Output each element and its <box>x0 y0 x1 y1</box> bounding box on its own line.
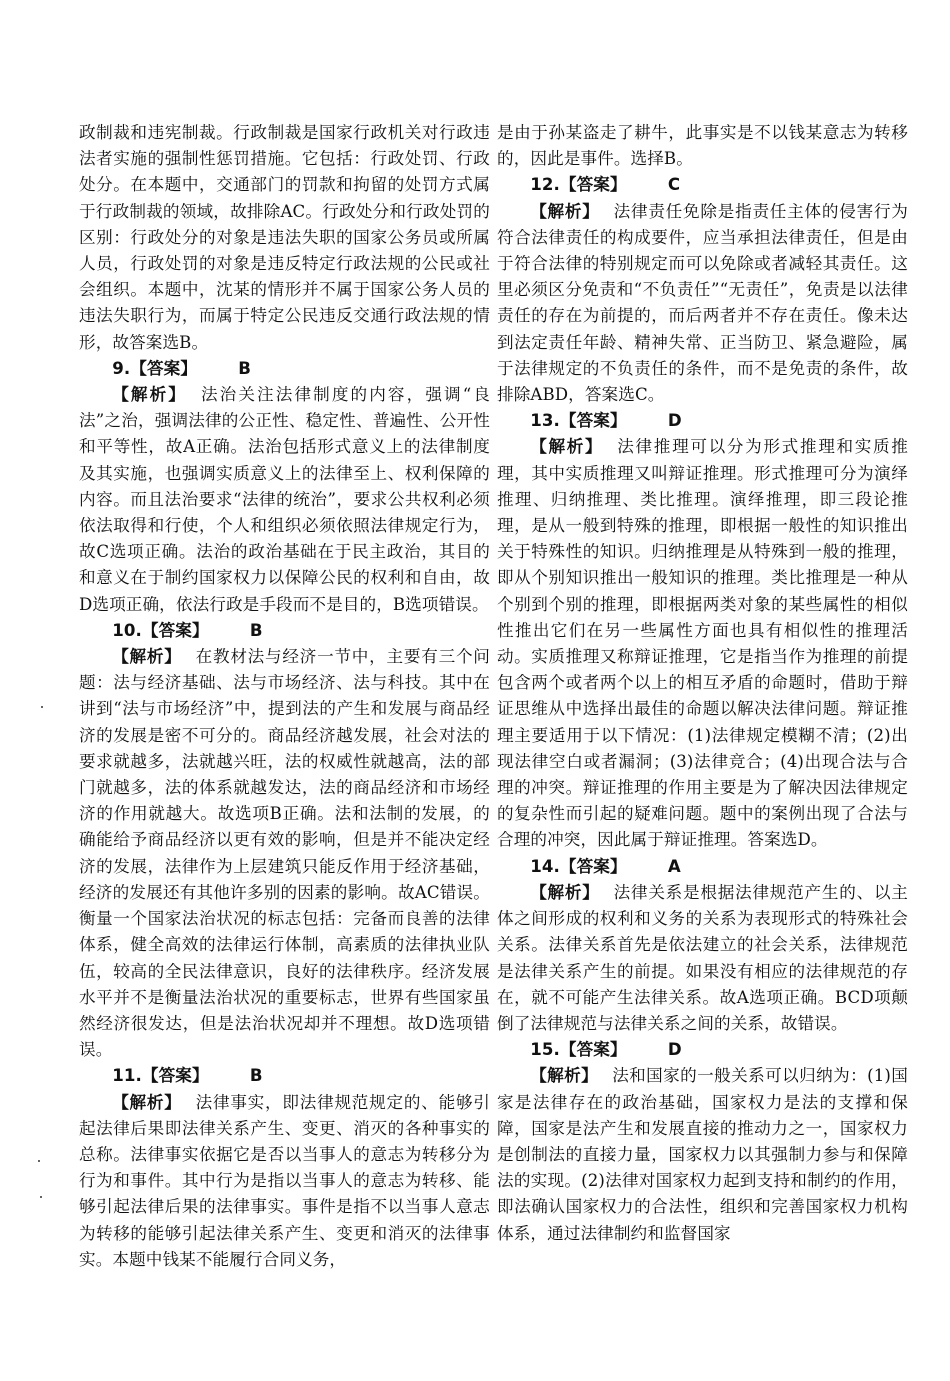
answer-value: B <box>249 1066 263 1086</box>
answer-value: C <box>667 175 681 195</box>
analysis-text: 法律推理可以分为形式推理和实质推理，其中实质推理又叫辩证推理。形式推理可分为演绎推理、归纳推理、类比推理。演绎推理，即三段论推理，是从一般到特殊的推理，即根据一般性的知识推出关于特殊性的知识。归纳推理是从特殊到一般的推理，即从个别知识推出一般知识的推理。类比推理是一种从个别到个别的推理，即根据两类对象的某些属性的相似性推出它们在另一些属性方面也具有相似性的推理活动。实质推理又称辩证推理，它是指当作为推理的前提包含两个或者两个以上的相互矛盾的命题时，借助于辩证思维从中选择出最佳的命题以解决法律问题。辩证推理主要适用于以下情况：(1)法律规定模糊不清；(2)出现法律空白或者漏洞；(3)法律竞合；(4)出现合法与合理的冲突。辩证推理的作用主要是为了解决因法律规定的复杂性而引起的疑难问题。题中的案例出现了合法与合理的冲突，因此属于辩证推理。答案选D。 <box>497 437 908 850</box>
analysis-tag: 【解析】 <box>530 201 600 221</box>
analysis-q14 <box>497 880 908 1037</box>
analysis-tag: 【解析】 <box>112 647 182 667</box>
answer-tag: 【答案】 <box>130 358 198 378</box>
answer-tag: 【答案】 <box>559 856 627 876</box>
question-number: 9. <box>112 358 131 378</box>
analysis-text: 法律关系是根据法律规范产生的、以主体之间形成的权利和义务的关系为表现形式的特殊社会关系。法律关系首先是依法建立的社会关系，法律规范是法律关系产生的前提。如果没有相应的法律规范的存在，就不可能产生法律关系。故A选项正确。BCD项颠倒了法律规范与法律关系之间的关系，故错误。 <box>497 882 908 1033</box>
analysis-q12 <box>497 199 908 409</box>
scan-speck <box>38 1160 40 1162</box>
question-number: 11. <box>112 1066 142 1086</box>
paragraph-continuation: 是由于孙某盗走了耕牛，此事实是不以钱某意志为转移的，因此是事件。选择B。 <box>497 123 908 169</box>
analysis-q9 <box>79 382 490 618</box>
analysis-q13 <box>497 434 908 853</box>
answer-tag: 【答案】 <box>559 175 627 195</box>
analysis-text: 在教材法与经济一节中，主要有三个问题：法与经济基础、法与市场经济、法与科技。其中在讲到“法与市场经济”中，提到法的产生和发展与商品经济的发展是密不可分的。商品经济越发展，社会对法的要求就越多，法就越兴旺，法的权威性就越高，法的部门就越多，法的体系就越发达，法的商品经济和市场经济的作用就越大。故选项B正确。法和法制的发展，的确能给予商品经济以更有效的影响，但是并不能决定经济的发展，法律作为上层建筑只能反作用于经济基础，经济的发展还有其他许多别的因素的影响。故AC错误。衡量一个国家法治状况的标志包括：完备而良善的法律体系，健全高效的法律运行体制，高素质的法律执业队伍，较高的全民法律意识，良好的法律秩序。经济发展水平并不是衡量法治状况的重要标志，世界有些国家虽然经济很发达，但是法治状况却并不理想。故D选项错误。 <box>79 647 490 1060</box>
analysis-text: 法律事实，即法律规范规定的、能够引起法律后果即法律关系产生、变更、消灭的各种事实的总称。法律事实依据它是否以当事人的意志为转移分为行为和事件。其中行为是指以当事人的意志为转移、能够引起法律后果的法律事实。事件是指不以当事人意志为转移的能够引起法律关系产生、变更和消灭的法律事实。本题中钱某不能履行合同义务， <box>79 1092 490 1269</box>
question-number: 10. <box>112 620 142 640</box>
analysis-tag: 【解析】 <box>530 1066 599 1086</box>
scan-speck <box>41 706 43 708</box>
question-number: 14. <box>530 856 560 876</box>
analysis-q15 <box>497 1063 908 1246</box>
paragraph-continuation: 政制裁和违宪制裁。行政制裁是国家行政机关对行政违法者实施的强制性惩罚措施。它包括：行政处罚、行政处分。在本题中，交通部门的罚款和拘留的处罚方式属于行政制裁的领域，故排除AC。行政处分和行政处罚的区别：行政处分的对象是违法失职的国家公务员或所属人员，行政处罚的对象是违反特定行政法规的公民或社会组织。本题中，沈某的情形并不属于国家公务人员的违法失职行为，而属于特定公民违反交通行政法规的情形，故答案选B。 <box>79 123 490 352</box>
scan-speck <box>40 1196 42 1198</box>
analysis-tag: 【解析】 <box>530 882 600 902</box>
answer-tag: 【答案】 <box>559 1040 627 1060</box>
analysis-text: 法和国家的一般关系可以归纳为：(1)国家是法律存在的政治基础，国家权力是法的支撑和保障，国家是法产生和发展直接的推动力之一，国家权力是创制法的直接力量，国家权力以其强制力参与和保障法的实现。(2)法律对国家权力起到支持和制约的作用，即法确认国家权力的合法性，组织和完善国家权力机构体系，通过法律制约和监督国家 <box>497 1066 908 1243</box>
analysis-tag: 【解析】 <box>112 1092 182 1112</box>
answer-value: B <box>249 620 263 640</box>
analysis-text: 法律责任免除是指责任主体的侵害行为符合法律责任的构成要件，应当承担法律责任，但是由于符合法律的特别规定而可以免除或者减轻其责任。这里必须区分免责和“不负责任”“无责任”，免责是以法律责任的存在为前提的，而后两者并不存在责任。像未达到法定责任年龄、精神失常、正当防卫、紧急避险，属于法律规定的不负责任的条件，而不是免责的条件，故排除ABD，答案选C。 <box>497 201 908 405</box>
question-number: 15. <box>530 1040 560 1060</box>
right-column <box>497 120 908 1247</box>
answer-value: D <box>667 1040 682 1060</box>
answer-heading-q12 <box>497 172 908 198</box>
analysis-q10 <box>79 644 490 1063</box>
analysis-tag: 【解析】 <box>530 437 604 457</box>
answer-heading-q15 <box>497 1037 908 1063</box>
analysis-text: 法治关注法律制度的内容，强调“良法”之治，强调法律的公正性、稳定性、普遍性、公开性和平等性，故A正确。法治包括形式意义上的法律制度及其实施，也强调实质意义上的法律至上、权利保障的内容。而且法治要求“法律的统治”，要求公共权利必须依法取得和行使，个人和组织必须依照法律规定行为，故C选项正确。法治的政治基础在于民主政治，其目的和意义在于制约国家权力以保障公民的权利和自由，故D选项正确，依法行政是手段而不是目的，B选项错误。 <box>79 385 490 614</box>
answer-heading-q11 <box>79 1063 490 1089</box>
answer-heading-q14 <box>497 854 908 880</box>
answer-heading-q9 <box>79 356 490 382</box>
question-number: 12. <box>530 175 560 195</box>
answer-heading-q10 <box>79 618 490 644</box>
answer-tag: 【答案】 <box>141 620 209 640</box>
answer-value: B <box>238 358 251 378</box>
analysis-q11 <box>79 1090 490 1273</box>
answer-value: D <box>667 411 682 431</box>
analysis-tag: 【解析】 <box>112 385 187 405</box>
answer-tag: 【答案】 <box>141 1066 209 1086</box>
answer-value: A <box>667 856 681 876</box>
answer-heading-q13 <box>497 408 908 434</box>
left-column <box>79 120 490 1273</box>
question-number: 13. <box>530 411 560 431</box>
answer-tag: 【答案】 <box>559 411 627 431</box>
